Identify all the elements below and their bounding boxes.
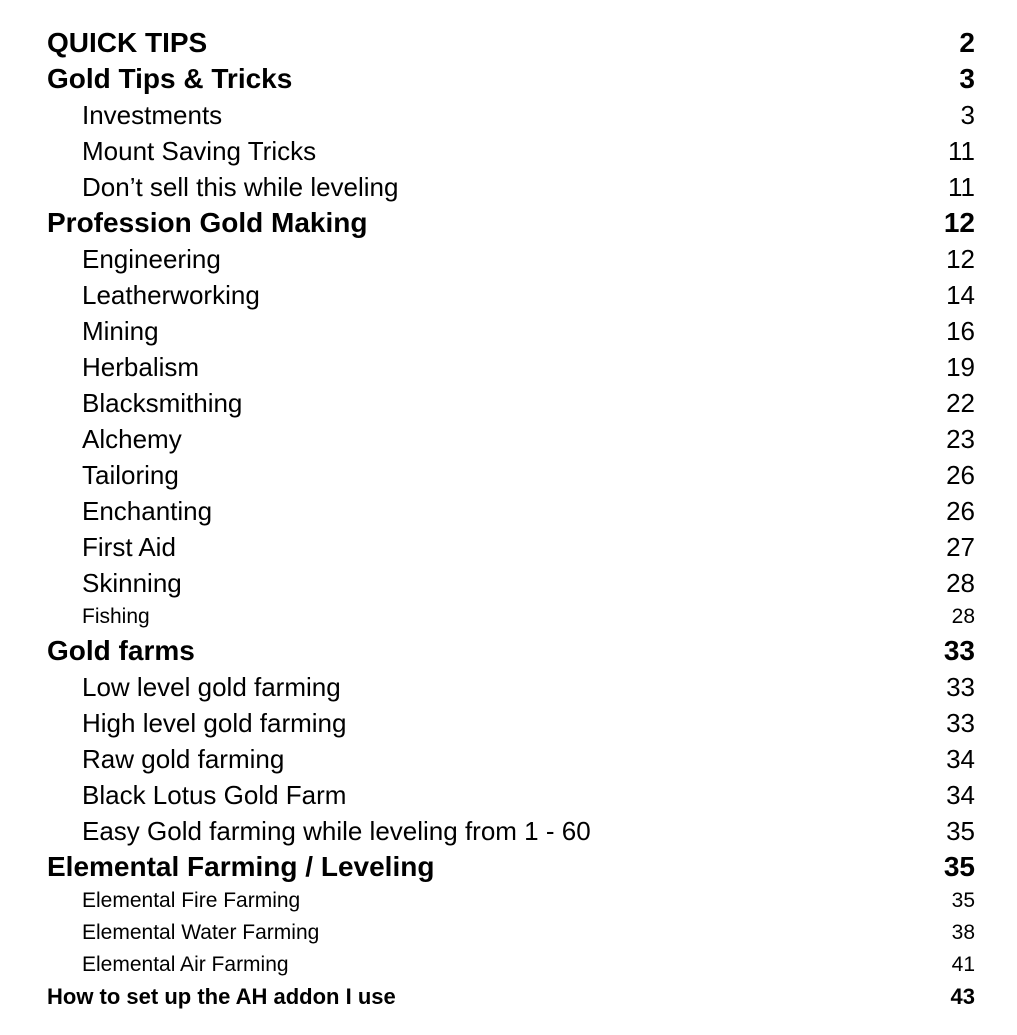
toc-entry-label: Gold Tips & Tricks [47, 63, 293, 94]
toc-entry-page-number: 35 [943, 851, 975, 882]
toc-entry-page-number: 33 [946, 708, 975, 738]
toc-entry-label: Profession Gold Making [47, 207, 368, 238]
toc-entry[interactable] [47, 813, 975, 849]
toc-entry-page-number: 19 [946, 352, 975, 382]
toc-entry[interactable] [47, 885, 975, 917]
toc-entry-label: QUICK TIPS [47, 27, 208, 58]
toc-entry-page-number: 34 [946, 744, 975, 774]
toc-entry-page-number: 11 [948, 172, 975, 202]
toc-entry[interactable] [47, 385, 975, 421]
toc-entry-page-number: 26 [946, 460, 975, 490]
toc-entry-label: Gold farms [47, 635, 195, 666]
toc-entry-page-number: 41 [951, 953, 975, 976]
toc-entry-label: How to set up the AH addon I use [47, 984, 396, 1009]
toc-entry-label: Herbalism [82, 352, 200, 382]
toc-entry-page-number: 43 [950, 984, 975, 1009]
toc-entry[interactable] [47, 349, 975, 385]
toc-entry-label: Investments [82, 100, 223, 130]
toc-entry-label: Leatherworking [82, 280, 260, 310]
toc-entry[interactable] [47, 777, 975, 813]
toc-entry-page-number: 3 [959, 63, 975, 94]
toc-entry-page-number: 12 [946, 244, 975, 274]
toc-entry[interactable] [47, 529, 975, 565]
toc-entry[interactable] [47, 669, 975, 705]
toc-entry-label: Don’t sell this while leveling [82, 172, 399, 202]
toc-entry[interactable] [47, 565, 975, 601]
toc-entry[interactable] [47, 25, 975, 61]
toc-entry-label: Fishing [82, 605, 150, 628]
toc-entry[interactable] [47, 97, 975, 133]
toc-entry-label: Tailoring [82, 460, 179, 490]
toc-entry-page-number: 22 [946, 388, 975, 418]
toc-entry[interactable] [47, 493, 975, 529]
toc-entry-page-number: 38 [951, 921, 975, 944]
toc-entry-page-number: 3 [960, 100, 975, 130]
toc-entry[interactable] [47, 277, 975, 313]
toc-entry-page-number: 11 [948, 136, 975, 166]
toc-entry[interactable] [47, 421, 975, 457]
toc-entry-page-number: 33 [943, 635, 975, 666]
toc-entry-page-number: 27 [946, 532, 975, 562]
toc-entry-label: Mining [82, 316, 159, 346]
toc-entry[interactable] [47, 601, 975, 633]
toc-entry[interactable] [47, 741, 975, 777]
toc-entry-label: First Aid [82, 532, 176, 562]
toc-entry[interactable] [47, 205, 975, 241]
toc-entry-label: Mount Saving Tricks [82, 136, 317, 166]
toc-entry[interactable] [47, 633, 975, 669]
toc-entry-page-number: 28 [951, 605, 975, 628]
toc-entry-label: Elemental Farming / Leveling [47, 851, 435, 882]
toc-entry-page-number: 33 [946, 672, 975, 702]
toc-entry[interactable] [47, 241, 975, 277]
toc-entry-label: High level gold farming [82, 708, 347, 738]
toc-entry-label: Alchemy [82, 424, 182, 454]
toc-entry-page-number: 35 [946, 816, 975, 846]
toc-entry-label: Engineering [82, 244, 221, 274]
toc-entry[interactable] [47, 949, 975, 981]
toc-entry[interactable] [47, 457, 975, 493]
toc-entry-label: Black Lotus Gold Farm [82, 780, 347, 810]
toc-entry-page-number: 14 [946, 280, 975, 310]
table-of-contents [47, 25, 975, 1013]
toc-entry[interactable] [47, 169, 975, 205]
toc-entry-page-number: 16 [946, 316, 975, 346]
toc-entry[interactable] [47, 61, 975, 97]
toc-entry-label: Enchanting [82, 496, 213, 526]
toc-entry-label: Low level gold farming [82, 672, 341, 702]
toc-entry-page-number: 23 [946, 424, 975, 454]
toc-entry[interactable] [47, 313, 975, 349]
toc-entry-page-number: 35 [951, 889, 975, 912]
toc-entry-label: Raw gold farming [82, 744, 285, 774]
toc-entry[interactable] [47, 705, 975, 741]
toc-entry-label: Elemental Air Farming [82, 953, 289, 976]
toc-entry-page-number: 28 [946, 568, 975, 598]
toc-entry-label: Blacksmithing [82, 388, 243, 418]
toc-entry[interactable] [47, 917, 975, 949]
toc-entry-label: Elemental Water Farming [82, 921, 320, 944]
toc-entry[interactable] [47, 849, 975, 885]
toc-entry-page-number: 34 [946, 780, 975, 810]
toc-entry[interactable] [47, 133, 975, 169]
toc-entry-page-number: 2 [959, 27, 975, 58]
toc-entry[interactable] [47, 981, 975, 1013]
toc-entry-page-number: 12 [943, 207, 975, 238]
toc-entry-label: Elemental Fire Farming [82, 889, 301, 912]
toc-entry-label: Skinning [82, 568, 182, 598]
toc-entry-label: Easy Gold farming while leveling from 1 - 60 [82, 816, 591, 846]
toc-entry-page-number: 26 [946, 496, 975, 526]
